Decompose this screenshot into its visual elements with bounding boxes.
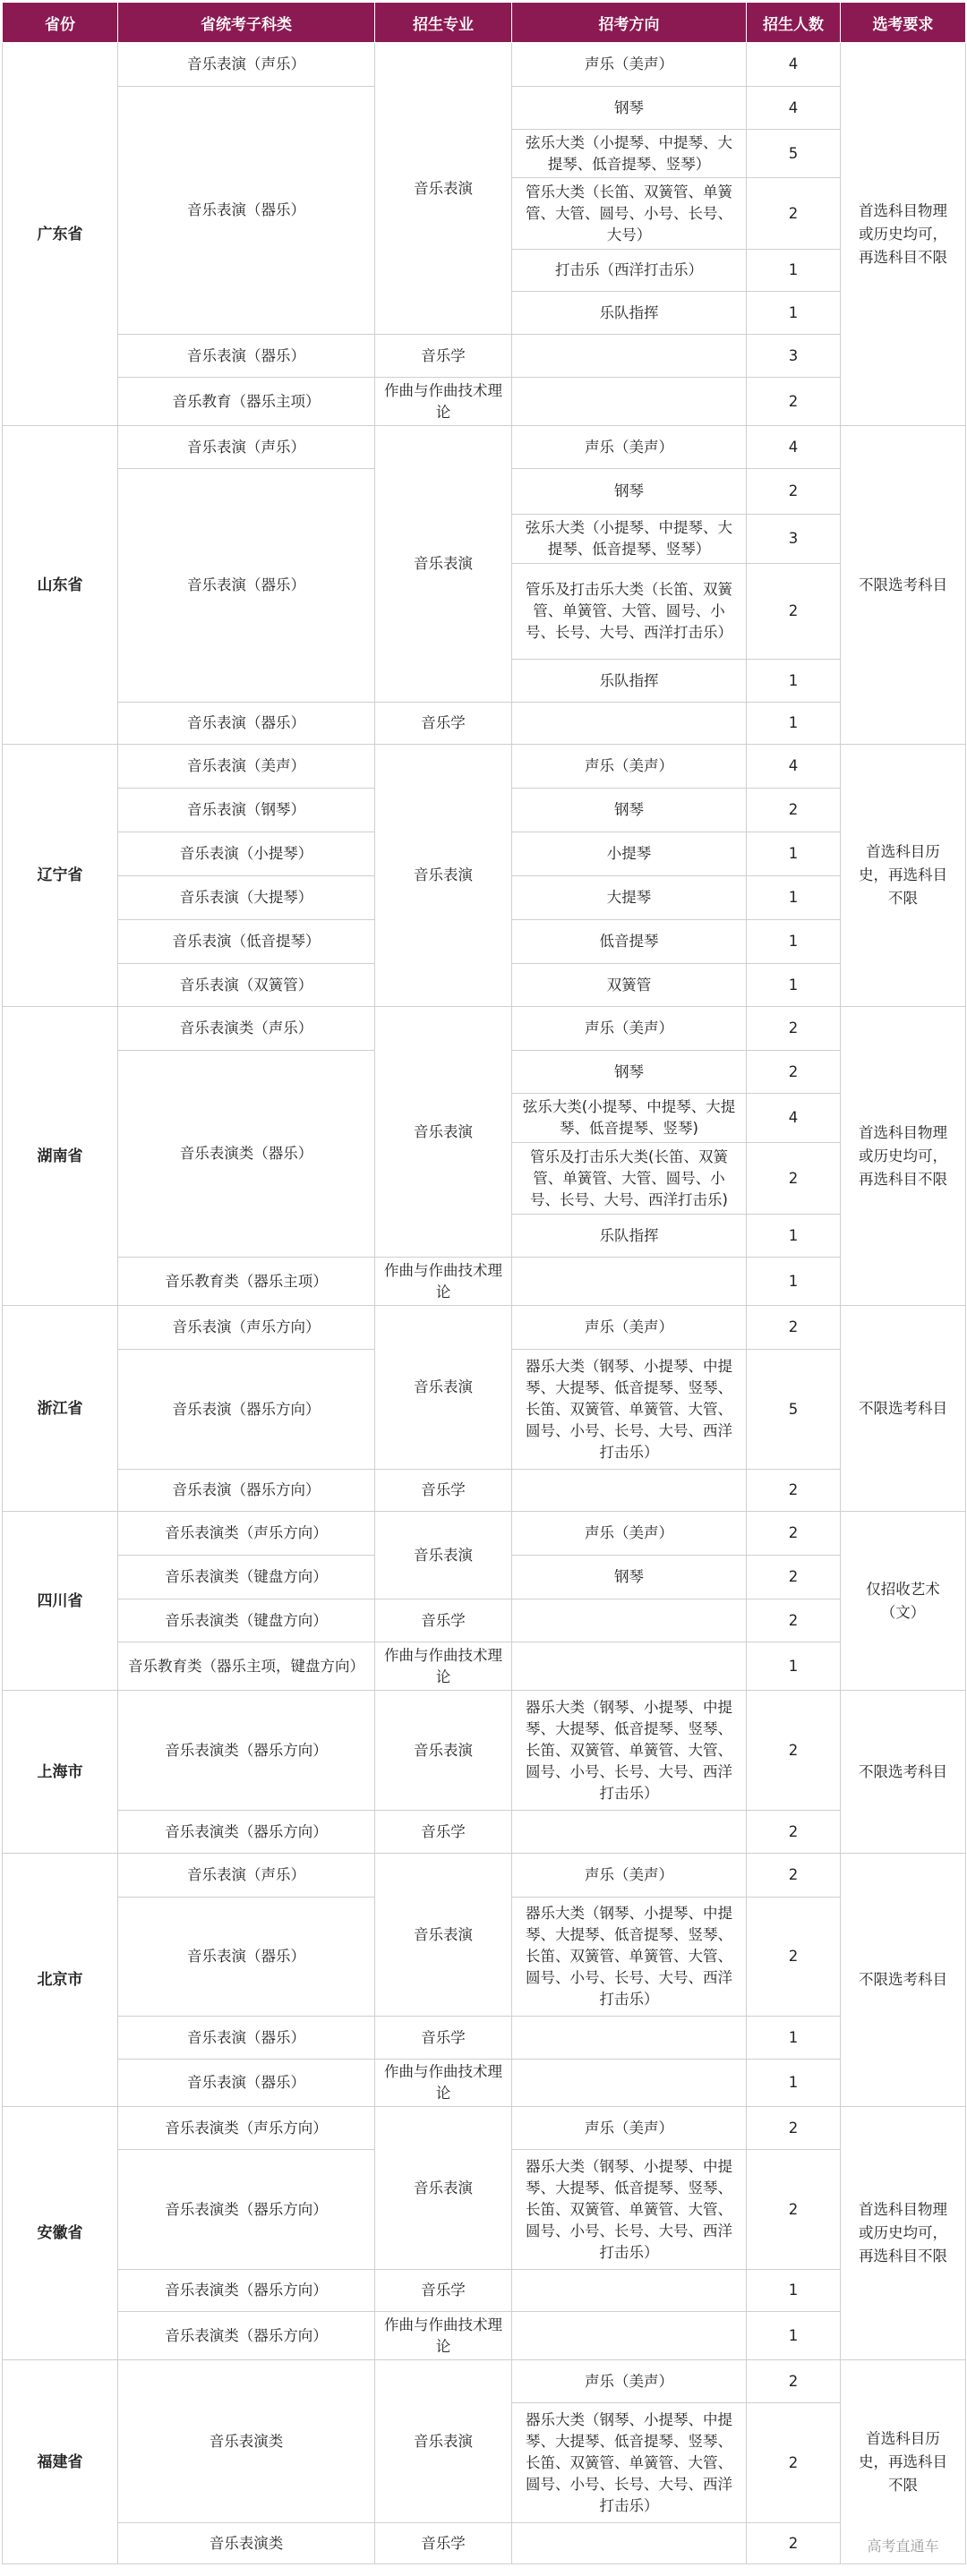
direction-cell: 器乐大类（钢琴、小提琴、中提琴、大提琴、低音提琴、竖琴、长笛、双簧管、单簧管、大管、圆号、小号、长号、大号、西洋打击乐）: [512, 2150, 747, 2270]
direction-cell: 弦乐大类（小提琴、中提琴、大提琴、低音提琴、竖琴）: [512, 130, 747, 178]
requirement-cell: 仅招收艺术（文）: [841, 1512, 966, 1691]
direction-cell: 钢琴: [512, 1051, 747, 1094]
count-cell: 2: [747, 1007, 841, 1051]
header-direction: 招考方向: [512, 3, 747, 43]
count-cell: 1: [747, 2312, 841, 2360]
direction-cell: 声乐（美声）: [512, 745, 747, 789]
subject-cell: 音乐表演（声乐）: [118, 1854, 375, 1898]
subject-cell: 音乐表演（小提琴）: [118, 832, 375, 876]
count-cell: 2: [747, 1599, 841, 1642]
direction-cell: 声乐（美声）: [512, 1854, 747, 1898]
count-cell: 2: [747, 178, 841, 250]
count-cell: 3: [747, 515, 841, 564]
table-row: [3, 2360, 966, 2403]
subject-cell: 音乐表演类（器乐）: [118, 1051, 375, 1258]
direction-cell: [512, 335, 747, 378]
table-row: [3, 1599, 966, 1642]
count-cell: 2: [747, 1898, 841, 2017]
header-subject: 省统考子科类: [118, 3, 375, 43]
requirement-cell: 不限选考科目: [841, 1691, 966, 1854]
province-cell: 安徽省: [3, 2107, 118, 2360]
count-cell: 2: [747, 1854, 841, 1898]
table-row: [3, 703, 966, 745]
subject-cell: 音乐教育类（器乐主项）: [118, 1258, 375, 1306]
subject-cell: 音乐教育（器乐主项）: [118, 378, 375, 426]
subject-cell: 音乐表演类（器乐方向）: [118, 2150, 375, 2270]
direction-cell: 钢琴: [512, 87, 747, 130]
table-row: [3, 335, 966, 378]
table-row: [3, 1306, 966, 1350]
direction-cell: 声乐（美声）: [512, 2107, 747, 2150]
province-cell: 广东省: [3, 43, 118, 426]
province-cell: 上海市: [3, 1691, 118, 1854]
subject-cell: 音乐表演类（器乐方向）: [118, 2312, 375, 2360]
table-row: [3, 426, 966, 469]
subject-cell: 音乐表演类（器乐方向）: [118, 1811, 375, 1854]
count-cell: 5: [747, 130, 841, 178]
subject-cell: 音乐表演（钢琴）: [118, 789, 375, 832]
subject-cell: 音乐表演（器乐）: [118, 1898, 375, 2017]
table-row: [3, 2523, 966, 2564]
major-cell: 音乐学: [375, 1811, 512, 1854]
count-cell: 1: [747, 876, 841, 920]
major-cell: 音乐表演: [375, 1512, 512, 1599]
count-cell: 2: [747, 1306, 841, 1350]
table-row: [3, 2312, 966, 2360]
major-cell: 音乐表演: [375, 2360, 512, 2523]
subject-cell: 音乐表演（双簧管）: [118, 964, 375, 1007]
direction-cell: 管乐及打击乐大类(长笛、双簧管、单簧管、大管、圆号、小号、长号、大号、西洋打击乐): [512, 1143, 747, 1215]
admissions-table-container: [2, 2, 965, 2564]
direction-cell: [512, 1470, 747, 1512]
direction-cell: 钢琴: [512, 1556, 747, 1599]
province-cell: 山东省: [3, 426, 118, 745]
direction-cell: [512, 2523, 747, 2564]
direction-cell: 弦乐大类（小提琴、中提琴、大提琴、低音提琴、竖琴）: [512, 515, 747, 564]
requirement-text: 首选科目历史，再选科目不限: [859, 2429, 947, 2494]
count-cell: 4: [747, 1094, 841, 1143]
major-cell: 作曲与作曲技术理论: [375, 1642, 512, 1691]
subject-cell: 音乐表演（声乐）: [118, 43, 375, 87]
table-header-row: [3, 3, 966, 43]
subject-cell: 音乐表演（器乐）: [118, 2017, 375, 2060]
header-province: 省份: [3, 3, 118, 43]
direction-cell: [512, 2270, 747, 2312]
count-cell: 5: [747, 1350, 841, 1470]
major-cell: 音乐表演: [375, 1854, 512, 2017]
count-cell: 1: [747, 1215, 841, 1258]
province-cell: 浙江省: [3, 1306, 118, 1512]
subject-cell: 音乐教育类（器乐主项，键盘方向）: [118, 1642, 375, 1691]
count-cell: 2: [747, 378, 841, 426]
table-row: [3, 1258, 966, 1306]
subject-cell: 音乐表演类（器乐方向）: [118, 2270, 375, 2312]
requirement-cell: [841, 2360, 966, 2564]
table-row: [3, 1691, 966, 1811]
header-requirement: 选考要求: [841, 3, 966, 43]
major-cell: 作曲与作曲技术理论: [375, 1258, 512, 1306]
count-cell: 2: [747, 2403, 841, 2523]
direction-cell: 器乐大类（钢琴、小提琴、中提琴、大提琴、低音提琴、竖琴、长笛、双簧管、单簧管、大管、圆号、小号、长号、大号、西洋打击乐）: [512, 1898, 747, 2017]
admissions-table: [2, 2, 966, 2564]
count-cell: 1: [747, 1642, 841, 1691]
count-cell: 2: [747, 2150, 841, 2270]
table-row: [3, 1811, 966, 1854]
major-cell: 作曲与作曲技术理论: [375, 2312, 512, 2360]
province-cell: 湖南省: [3, 1007, 118, 1306]
count-cell: 1: [747, 250, 841, 292]
subject-cell: 音乐表演（器乐方向）: [118, 1350, 375, 1470]
direction-cell: 乐队指挥: [512, 1215, 747, 1258]
subject-cell: 音乐表演类（键盘方向）: [118, 1556, 375, 1599]
major-cell: 音乐学: [375, 2017, 512, 2060]
table-row: [3, 1642, 966, 1691]
count-cell: 1: [747, 1258, 841, 1306]
direction-cell: 弦乐大类(小提琴、中提琴、大提琴、低音提琴、竖琴): [512, 1094, 747, 1143]
direction-cell: 钢琴: [512, 789, 747, 832]
table-row: [3, 1512, 966, 1556]
requirement-cell: 首选科目物理或历史均可，再选科目不限: [841, 2107, 966, 2360]
direction-cell: 器乐大类（钢琴、小提琴、中提琴、大提琴、低音提琴、竖琴、长笛、双簧管、单簧管、大管、圆号、小号、长号、大号、西洋打击乐）: [512, 2403, 747, 2523]
direction-cell: [512, 703, 747, 745]
direction-cell: 声乐（美声）: [512, 426, 747, 469]
table-row: [3, 1854, 966, 1898]
count-cell: 2: [747, 2360, 841, 2403]
count-cell: 2: [747, 1051, 841, 1094]
province-cell: 辽宁省: [3, 745, 118, 1007]
province-cell: 福建省: [3, 2360, 118, 2564]
direction-cell: 声乐（美声）: [512, 1512, 747, 1556]
requirement-cell: 不限选考科目: [841, 1306, 966, 1512]
count-cell: 2: [747, 1470, 841, 1512]
count-cell: 1: [747, 2270, 841, 2312]
direction-cell: [512, 1258, 747, 1306]
count-cell: 1: [747, 2017, 841, 2060]
subject-cell: 音乐表演（声乐方向）: [118, 1306, 375, 1350]
province-cell: 北京市: [3, 1854, 118, 2107]
direction-cell: 声乐（美声）: [512, 2360, 747, 2403]
direction-cell: 钢琴: [512, 469, 747, 515]
count-cell: 4: [747, 426, 841, 469]
count-cell: 4: [747, 87, 841, 130]
major-cell: 音乐学: [375, 1599, 512, 1642]
header-count: 招生人数: [747, 3, 841, 43]
table-row: [3, 2017, 966, 2060]
direction-cell: 低音提琴: [512, 920, 747, 964]
count-cell: 2: [747, 1556, 841, 1599]
major-cell: 音乐学: [375, 703, 512, 745]
direction-cell: 大提琴: [512, 876, 747, 920]
subject-cell: 音乐表演（器乐）: [118, 2060, 375, 2107]
table-row: [3, 1007, 966, 1051]
major-cell: 音乐学: [375, 2523, 512, 2564]
subject-cell: 音乐表演（美声）: [118, 745, 375, 789]
major-cell: 音乐表演: [375, 1306, 512, 1470]
subject-cell: 音乐表演类: [118, 2360, 375, 2523]
count-cell: 2: [747, 1143, 841, 1215]
direction-cell: [512, 1642, 747, 1691]
count-cell: 1: [747, 832, 841, 876]
direction-cell: [512, 378, 747, 426]
subject-cell: 音乐表演类（声乐方向）: [118, 1512, 375, 1556]
major-cell: 作曲与作曲技术理论: [375, 2060, 512, 2107]
direction-cell: 声乐（美声）: [512, 1306, 747, 1350]
direction-cell: 声乐（美声）: [512, 43, 747, 87]
major-cell: 音乐表演: [375, 745, 512, 1007]
subject-cell: 音乐表演（器乐方向）: [118, 1470, 375, 1512]
direction-cell: 双簧管: [512, 964, 747, 1007]
count-cell: 1: [747, 292, 841, 335]
major-cell: 音乐学: [375, 335, 512, 378]
major-cell: 音乐表演: [375, 43, 512, 335]
direction-cell: 器乐大类（钢琴、小提琴、中提琴、大提琴、低音提琴、竖琴、长笛、双簧管、单簧管、大管、圆号、小号、长号、大号、西洋打击乐）: [512, 1350, 747, 1470]
count-cell: 3: [747, 335, 841, 378]
count-cell: 4: [747, 745, 841, 789]
count-cell: 2: [747, 469, 841, 515]
subject-cell: 音乐表演类: [118, 2523, 375, 2564]
table-row: [3, 378, 966, 426]
subject-cell: 音乐表演（器乐）: [118, 703, 375, 745]
count-cell: 4: [747, 43, 841, 87]
subject-cell: 音乐表演（器乐）: [118, 469, 375, 703]
count-cell: 2: [747, 2107, 841, 2150]
count-cell: 1: [747, 660, 841, 703]
direction-cell: [512, 2060, 747, 2107]
major-cell: 音乐表演: [375, 426, 512, 703]
count-cell: 2: [747, 1512, 841, 1556]
requirement-cell: 不限选考科目: [841, 1854, 966, 2107]
direction-cell: [512, 1599, 747, 1642]
count-cell: 1: [747, 920, 841, 964]
major-cell: 作曲与作曲技术理论: [375, 378, 512, 426]
count-cell: 2: [747, 789, 841, 832]
subject-cell: 音乐表演（低音提琴）: [118, 920, 375, 964]
count-cell: 1: [747, 703, 841, 745]
province-cell: 四川省: [3, 1512, 118, 1691]
direction-cell: 乐队指挥: [512, 292, 747, 335]
major-cell: 音乐表演: [375, 1007, 512, 1258]
major-cell: 音乐学: [375, 1470, 512, 1512]
subject-cell: 音乐表演类（声乐方向）: [118, 2107, 375, 2150]
table-row: [3, 2060, 966, 2107]
direction-cell: [512, 2017, 747, 2060]
requirement-cell: 首选科目物理或历史均可，再选科目不限: [841, 1007, 966, 1306]
direction-cell: 器乐大类（钢琴、小提琴、中提琴、大提琴、低音提琴、竖琴、长笛、双簧管、单簧管、大管、圆号、小号、长号、大号、西洋打击乐）: [512, 1691, 747, 1811]
subject-cell: 音乐表演（器乐）: [118, 87, 375, 335]
direction-cell: 管乐大类（长笛、双簧管、单簧管、大管、圆号、小号、长号、大号）: [512, 178, 747, 250]
major-cell: 音乐学: [375, 2270, 512, 2312]
requirement-cell: 首选科目历史，再选科目不限: [841, 745, 966, 1007]
requirement-cell: 不限选考科目: [841, 426, 966, 745]
direction-cell: 声乐（美声）: [512, 1007, 747, 1051]
subject-cell: 音乐表演（大提琴）: [118, 876, 375, 920]
direction-cell: [512, 1811, 747, 1854]
table-row: [3, 2107, 966, 2150]
subject-cell: 音乐表演（器乐）: [118, 335, 375, 378]
direction-cell: 乐队指挥: [512, 660, 747, 703]
table-row: [3, 1470, 966, 1512]
requirement-cell: 首选科目物理或历史均可，再选科目不限: [841, 43, 966, 426]
table-row: [3, 43, 966, 87]
count-cell: 2: [747, 1691, 841, 1811]
subject-cell: 音乐表演类（键盘方向）: [118, 1599, 375, 1642]
subject-cell: 音乐表演（声乐）: [118, 426, 375, 469]
table-row: [3, 2270, 966, 2312]
count-cell: 1: [747, 2060, 841, 2107]
count-cell: 2: [747, 1811, 841, 1854]
subject-cell: 音乐表演类（声乐）: [118, 1007, 375, 1051]
direction-cell: 打击乐（西洋打击乐）: [512, 250, 747, 292]
direction-cell: 小提琴: [512, 832, 747, 876]
direction-cell: [512, 2312, 747, 2360]
count-cell: 2: [747, 564, 841, 660]
header-major: 招生专业: [375, 3, 512, 43]
table-row: [3, 745, 966, 789]
direction-cell: 管乐及打击乐大类（长笛、双簧管、单簧管、大管、圆号、小号、长号、大号、西洋打击乐）: [512, 564, 747, 660]
count-cell: 1: [747, 964, 841, 1007]
watermark-text: 高考直通车: [867, 2538, 939, 2555]
major-cell: 音乐表演: [375, 2107, 512, 2270]
major-cell: 音乐表演: [375, 1691, 512, 1811]
subject-cell: 音乐表演类（器乐方向）: [118, 1691, 375, 1811]
count-cell: 2: [747, 2523, 841, 2564]
